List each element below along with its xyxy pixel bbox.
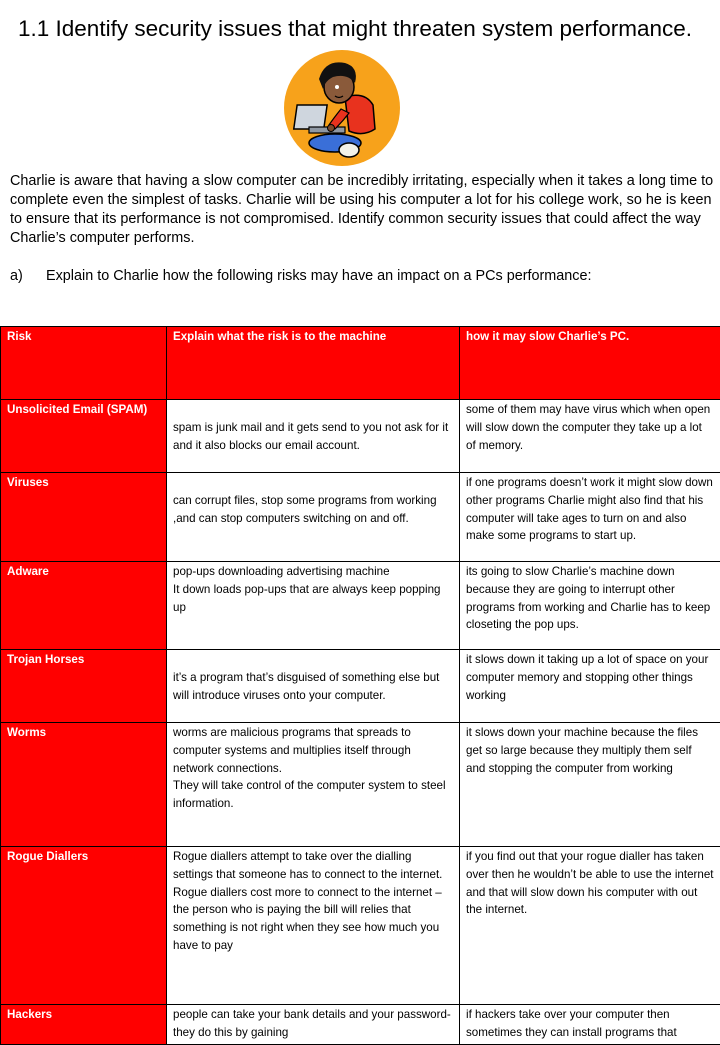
- header-slow: how it may slow Charlie’s PC.: [460, 327, 720, 400]
- header-explain: Explain what the risk is to the machine: [167, 327, 460, 400]
- table-row: [1, 723, 720, 847]
- risk-name-cell: Unsolicited Email (SPAM): [1, 400, 167, 473]
- risk-explain-cell: it’s a program that’s disguised of something else but will introduce viruses onto your computer.: [167, 650, 460, 723]
- question-a: [10, 267, 715, 286]
- table-row: [1, 1005, 720, 1045]
- table-header-row: [1, 327, 720, 400]
- risk-slow-cell: some of them may have virus which when open will slow down the computer they take up a lot of memory.: [460, 400, 720, 473]
- risk-explain-cell: spam is junk mail and it gets send to you not ask for it and it also blocks our email account.: [167, 400, 460, 473]
- risk-explain-cell: can corrupt files, stop some programs from working ,and can stop computers switching on and off.: [167, 473, 460, 562]
- student-laptop-illustration: [283, 49, 401, 167]
- risk-slow-cell: it slows down it taking up a lot of space on your computer memory and stopping other things working: [460, 650, 720, 723]
- risk-name-cell: Worms: [1, 723, 167, 847]
- risk-explain-cell: Rogue diallers attempt to take over the dialling settings that someone has to connect to the internet. Rogue diallers cost more to connect to the internet – the person who is paying the bill will relies that something is not right when they see how much you have to pay: [167, 847, 460, 1005]
- table-row: [1, 650, 720, 723]
- risk-name-cell: Rogue Diallers: [1, 847, 167, 1005]
- risk-explain-cell: pop-ups downloading advertising machine It down loads pop-ups that are always keep popping up: [167, 562, 460, 650]
- page-title: 1.1 Identify security issues that might threaten system performance.: [18, 14, 718, 44]
- risk-name-cell: Trojan Horses: [1, 650, 167, 723]
- intro-paragraph: Charlie is aware that having a slow computer can be incredibly irritating, especially when it takes a long time to complete even the simplest of tasks. Charlie will be using his computer a lot for his college work, so he is keen to ensure that its performance is not compromised. Identify common security issues that could affect the way Charlie’s computer performs.: [10, 172, 715, 248]
- risk-name-cell: Adware: [1, 562, 167, 650]
- table-row: [1, 400, 720, 473]
- risk-name-cell: Viruses: [1, 473, 167, 562]
- risk-slow-cell: if hackers take over your computer then sometimes they can install programs that: [460, 1005, 720, 1045]
- table-row: [1, 847, 720, 1005]
- risk-slow-cell: if one programs doesn’t work it might slow down other programs Charlie might also find that his computer will take ages to turn on and also make some programs to start up.: [460, 473, 720, 562]
- risk-slow-cell: if you find out that your rogue dialler has taken over then he wouldn’t be able to use the internet and that will slow down his computer with out the internet.: [460, 847, 720, 1005]
- table-row: [1, 473, 720, 562]
- header-risk: Risk: [1, 327, 167, 400]
- risk-explain-cell: worms are malicious programs that spreads to computer systems and multiplies itself through network connections. They will take control of the computer system to steel information.: [167, 723, 460, 847]
- risk-name-cell: Hackers: [1, 1005, 167, 1045]
- question-label: a): [10, 267, 46, 286]
- table-row: [1, 562, 720, 650]
- risk-table: [0, 326, 720, 1045]
- risk-slow-cell: it slows down your machine because the files get so large because they multiply them self and stopping the computer from working: [460, 723, 720, 847]
- risk-slow-cell: its going to slow Charlie’s machine down because they are going to interrupt other programs from working and Charlie has to keep closeting the pop ups.: [460, 562, 720, 650]
- question-text: Explain to Charlie how the following risks may have an impact on a PCs performance:: [46, 268, 592, 284]
- risk-explain-cell: people can take your bank details and your password- they do this by gaining: [167, 1005, 460, 1045]
